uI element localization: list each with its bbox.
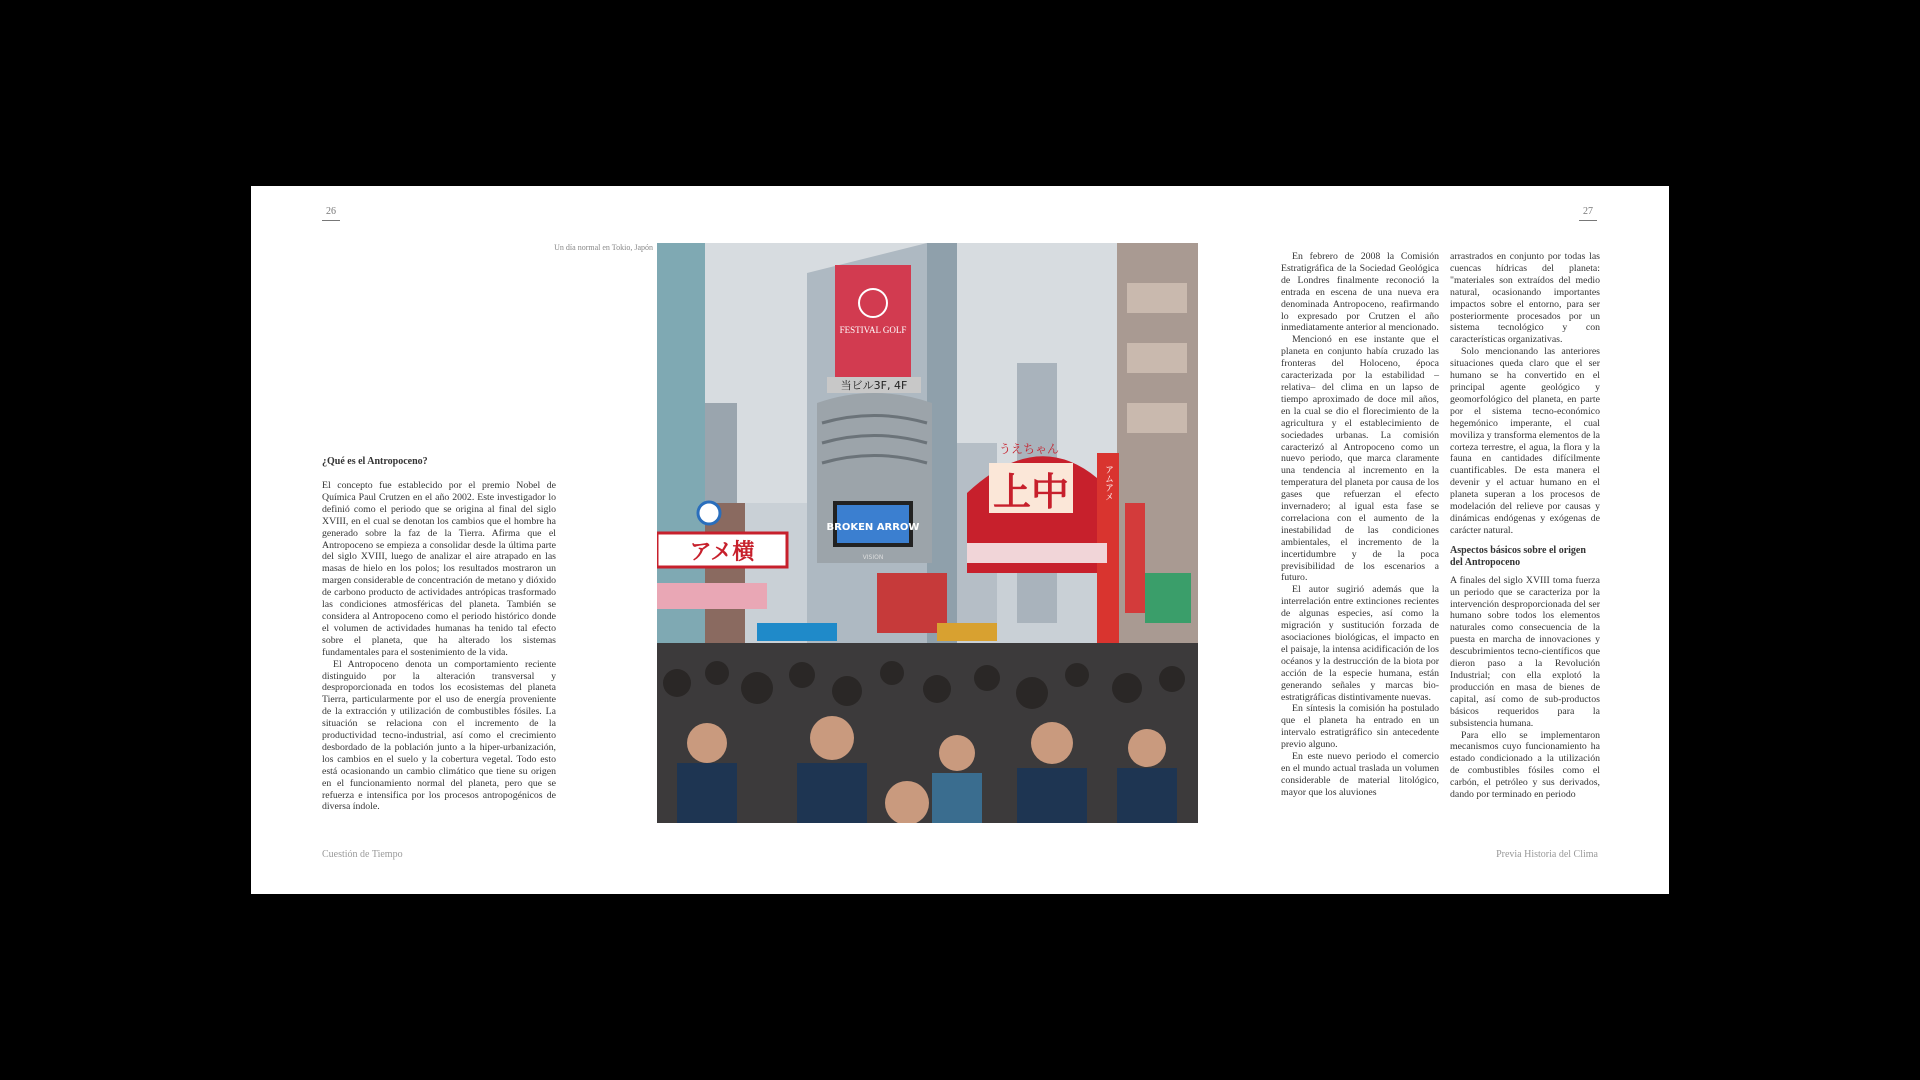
paragraph: arrastrados en conjunto por todas las cuencas hídricas del planeta: "materiales son extraídos del medio natural, ocasionando importantes impactos sobre el entorno, para ser posteriormente procesados por un sistema tecnológico y con características organizativas.	[1450, 251, 1600, 346]
paragraph: Mencionó en ese instante que el planeta en conjunto había cruzado las fronteras del Holoceno, época caracterizada por la estabilidad –relativa– del clima en un lapso de tiempo aproximado de doce mil años, en la cual se dio el florecimiento de la agricultura y el establecimiento de sociedades urbanas. La comisión caracterizó al Antropoceno como un nuevo periodo, que marca claramente una tendencia al incremento en la temperatura del planeta por causa de los gases que refuerzan el efecto invernadero; al igual esta fase se correlaciona con el aumento de la inestabilidad de las condiciones ambientales, el incremento de la incertidumbre y de la poca previsibilidad de los escenarios a futuro.	[1281, 334, 1439, 584]
paragraph: El Antropoceno denota un comportamiento reciente distinguido por la alteración transversal y desproporcionada en todos los ecosistemas del planeta Tierra, particularmente por el uso de energía proveniente de la extracción y utilización de combustibles fósiles. La situación se relaciona con el incremento de la productividad tecno-industrial, así como el crecimiento desbordado de la población junto a la hiper-urbanización, los cambios en el suelo y la cobertura vegetal. Todo esto está ocasionando un cambio climático que tiene su origen en el funcionamiento normal del planeta, pero que se refuerza e intensifica por los procesos antropogénicos de diversa índole.	[322, 658, 556, 813]
street-photo	[657, 243, 1198, 823]
subheading: Aspectos básicos sobre el origen del Antropoceno	[1450, 544, 1586, 568]
festival-golf-text: FESTIVAL GOLF	[839, 325, 907, 335]
page-number-left: 26	[322, 206, 340, 221]
vision-text: VISION	[862, 554, 884, 561]
big-kanji-text: 上中	[992, 470, 1070, 514]
uechan-text: うえちゃん	[998, 442, 1060, 456]
paragraph: El autor sugirió además que la interrelación entre extinciones recientes de algunas especies, así como la migración y sustitución forzada de asociaciones biológicas, el impacto en el paisaje, la intensa acidificación de los océanos y la destrucción de la biota por acción de la especie humana, están generando señales y marcas bio-estratigráficas distintivamente nuevas.	[1281, 584, 1439, 703]
ameyoko-text: アメ横	[689, 540, 755, 565]
floor-sign-text: 当ビル3F, 4F	[840, 379, 908, 392]
left-text-column	[322, 456, 556, 813]
screen-text: BROKEN ARROW	[826, 522, 920, 533]
running-foot-right: Previa Historia del Clima	[1496, 849, 1598, 860]
paragraph: A finales del siglo XVIII toma fuerza un periodo que se caracteriza por la intervención desproporcionada del ser humano sobre todos los elementos naturales como consecuencia de la puesta en marcha de innovaciones y descubrimientos tecno-científicos que dieron paso a la Revolución Industrial; con ella explotó la producción en masa de bienes de capital, así como de sub-productos básicos requeridos para la subsistencia humana.	[1450, 574, 1600, 729]
paragraph: Para ello se implementaron mecanismos cuyo funcionamiento ha estado condicionado a la utilización de combustibles fósiles como el carbón, el petróleo y sus derivados, dando por terminado en periodo	[1450, 729, 1600, 801]
paragraph: En este nuevo periodo el comercio en el mundo actual traslada un volumen considerable de material litológico, mayor que los aluviones	[1281, 751, 1439, 798]
festival-golf-sign	[835, 265, 911, 377]
book-spread	[251, 186, 1669, 894]
paragraph: El concepto fue establecido por el premio Nobel de Química Paul Crutzen en el año 2002. Este investigador lo definió como el periodo que se origina al final del siglo XVIII, en el cual se denotan los cambios que el hombre ha generado sobre la faz de la Tierra. Afirma que el Antropoceno se empieza a consolidar desde la última parte del siglo XVIII, luego de analizar el aire atrapado en las masas de hielo en los polos; los resultados mostraron un margen considerable de concentración de metano y dióxido de carbono producto de actividades antrópicas trasformado las condiciones atmosféricas del planeta. También se considera al Antropoceno como el periodo histórico donde el volumen de actividades humanas ha tenido tal efecto sobre el planeta, que ha alterado los sistemas fundamentales para el sostenimiento de la vida.	[322, 480, 556, 658]
right-text-column-2	[1450, 251, 1600, 801]
side-sign-text: アムアメ	[1103, 465, 1113, 501]
page-number-right: 27	[1579, 206, 1597, 221]
section-title: ¿Qué es el Antropoceno?	[322, 456, 428, 467]
photo-caption: Un día normal en Tokio, Japón	[554, 243, 653, 252]
paragraph: En febrero de 2008 la Comisión Estratigráfica de la Sociedad Geológica de Londres finalmente reconoció la entrada en escena de una nueva era denominada Antropoceno, reafirmando lo expresado por Crutzen el año inmediatamente anterior al mencionado.	[1281, 251, 1439, 334]
paragraph: Solo mencionando las anteriores situaciones queda claro que el ser humano se ha convertido en el principal agente geológico y geomorfológico del planeta, en parte por el sistema tecno-económico hegemónico imperante, el cual moviliza y transforma elementos de la corteza terrestre, el agua, la flora y la fauna en cantidades difícilmente cuantificables. De esta manera el devenir y el actuar humano en el planeta superan a los procesos de modelación del relieve por causas y dinámicas endógenas y exógenas de carácter natural.	[1450, 346, 1600, 536]
right-text-column-1	[1281, 251, 1439, 799]
paragraph: En síntesis la comisión ha postulado que el planeta ha entrado en un intervalo estratigráfico sin antecedente previo alguno.	[1281, 703, 1439, 751]
running-foot-left: Cuestión de Tiempo	[322, 849, 403, 860]
